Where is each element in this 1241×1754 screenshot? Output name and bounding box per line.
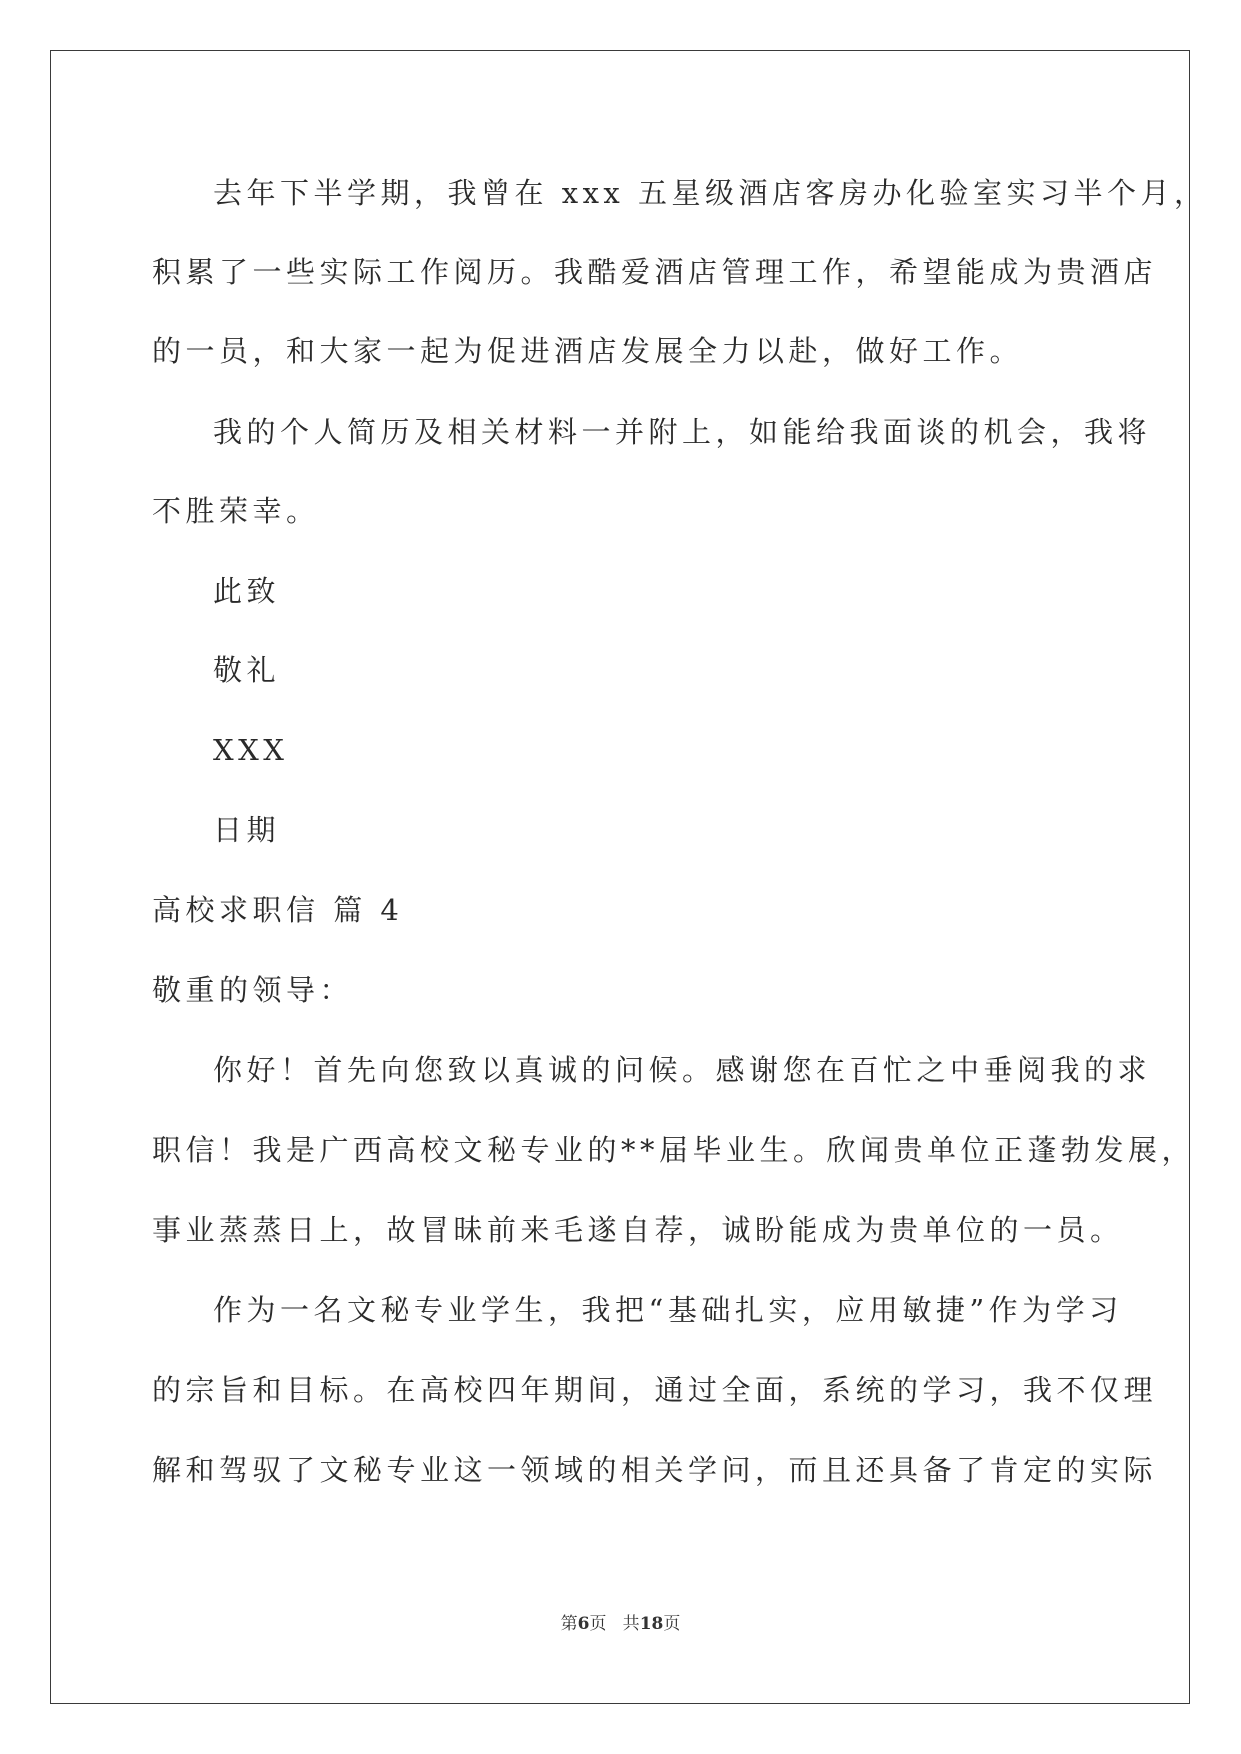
footer-prefix: 第 [560,1614,578,1634]
paragraph-line: 事业蒸蒸日上，故冒昧前来毛遂自荐，诚盼能成为贵单位的一员。 [152,1213,1124,1247]
paragraph-line: 解和驾驭了文秘专业这一领域的相关学问，而且还具备了肯定的实际 [152,1453,1158,1487]
paragraph-line: 的宗旨和目标。在高校四年期间，通过全面，系统的学习，我不仅理 [152,1373,1158,1407]
section-heading: 高校求职信 篇 4 [152,893,404,927]
footer-suffix: 页 [663,1614,681,1634]
closing-regards: 敬礼 [213,653,281,687]
signature-date: 日期 [213,813,281,847]
letter-greeting: 敬重的领导： [152,973,354,1007]
signature-name: XXX [213,733,289,767]
paragraph-line: 积累了一些实际工作阅历。我酷爱酒店管理工作，希望能成为贵酒店 [152,255,1158,289]
total-page-count: 18 [639,1614,664,1634]
page-number-footer [0,1614,1241,1634]
footer-middle: 页 共 [589,1614,640,1634]
paragraph-line: 的一员，和大家一起为促进酒店发展全力以赴，做好工作。 [152,334,1024,368]
current-page-number: 6 [577,1614,590,1634]
paragraph-line: 你好！首先向您致以真诚的问候。感谢您在百忙之中垂阅我的求 [213,1053,1152,1087]
paragraph-line: 我的个人简历及相关材料一并附上，如能给我面谈的机会，我将 [213,415,1152,449]
paragraph-line: 去年下半学期，我曾在 xxx 五星级酒店客房办化验室实习半个月， [213,176,1208,210]
paragraph-line: 作为一名文秘专业学生，我把“基础扎实，应用敏捷”作为学习 [213,1293,1123,1327]
paragraph-line: 职信！我是广西高校文秘专业的**届毕业生。欣闻贵单位正蓬勃发展， [152,1133,1196,1167]
paragraph-line: 不胜荣幸。 [152,494,320,528]
closing-salutation: 此致 [213,574,281,608]
